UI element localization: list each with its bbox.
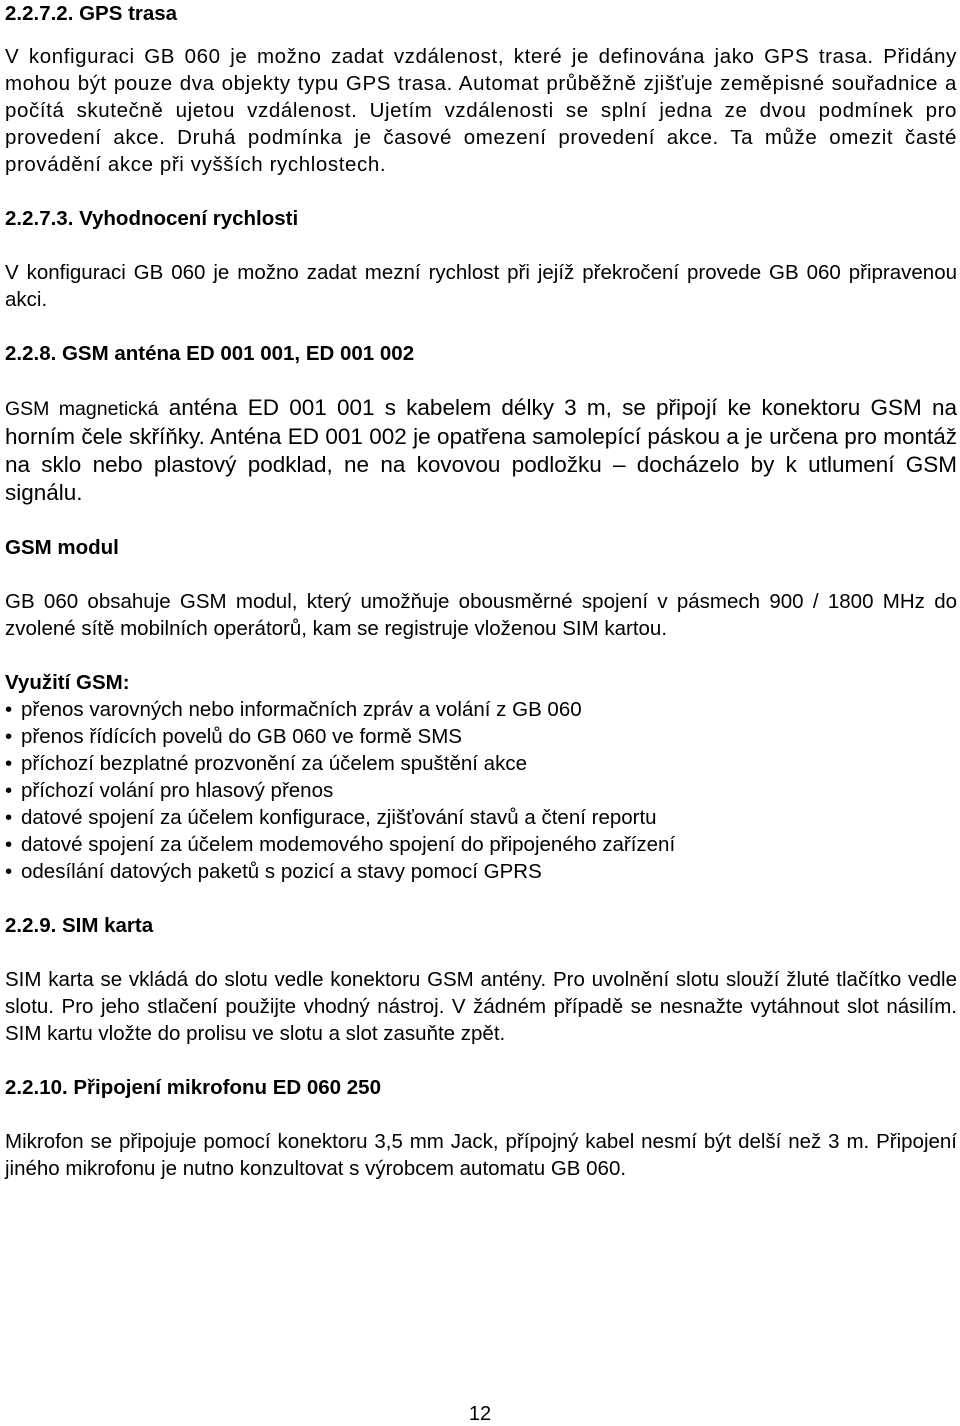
bullet-icon: • (5, 752, 13, 775)
list-item: • přenos řídících povelů do GB 060 ve formě SMS (5, 725, 462, 748)
heading-vyuziti-gsm: Využití GSM: (5, 671, 130, 694)
heading-gsm-antena: 2.2.8. GSM anténa ED 001 001, ED 001 002 (5, 342, 415, 365)
list-item: • příchozí volání pro hlasový přenos (5, 779, 334, 802)
gsm-antena-text: anténa ED 001 001 s kabelem délky 3 m, se připojí ke konektoru GSM na horním čele skříňky. Anténa ED 001 002 je opatřena samolepící páskou a je určena pro montáž na sklo nebo plastový podklad, ne na kovovou podložku – docházelo by k utlumení GSM signálu. (5, 395, 957, 505)
heading-mikrofon: 2.2.10. Připojení mikrofonu ED 060 250 (5, 1076, 381, 1099)
paragraph-mikrofon: Mikrofon se připojuje pomocí konektoru 3,5 mm Jack, přípojný kabel nesmí být delší než 3 m. Připojení jiného mikrofonu je nutno konzultovat s výrobcem automatu GB 060. (5, 1130, 957, 1180)
bullet-icon: • (5, 860, 13, 883)
list-item: • příchozí bezplatné prozvonění za účelem spuštění akce (5, 752, 527, 775)
list-item: • odesílání datových paketů s pozicí a stavy pomocí GPRS (5, 860, 542, 883)
heading-gsm-modul: GSM modul (5, 536, 119, 559)
list-item: • datové spojení za účelem konfigurace, zjišťování stavů a čtení reportu (5, 806, 657, 829)
bullet-icon: • (5, 833, 13, 856)
heading-sim-karta: 2.2.9. SIM karta (5, 914, 154, 937)
gsm-antena-lead: GSM magnetická (5, 398, 159, 420)
paragraph-sim-karta: SIM karta se vkládá do slotu vedle konektoru GSM antény. Pro uvolnění slotu slouží žluté tlačítko vedle slotu. Pro jeho stlačení použijte vhodný nástroj. V žádném případě se nesnažte vytáhnout slot násilím. SIM kartu vložte do prolisu ve slotu a slot zasuňte zpět. (5, 968, 957, 1045)
page-number: 12 (468, 1403, 492, 1425)
list-item: • datové spojení za účelem modemového spojení do připojeného zařízení (5, 833, 676, 856)
bullet-icon: • (5, 698, 13, 721)
heading-vyhodnoceni-rychlosti: 2.2.7.3. Vyhodnocení rychlosti (5, 207, 299, 230)
list-item: • přenos varovných nebo informačních zpráv a volání z GB 060 (5, 698, 582, 721)
paragraph-gsm-modul: GB 060 obsahuje GSM modul, který umožňuje obousměrné spojení v pásmech 900 / 1800 MHz do zvolené sítě mobilních operátorů, kam se registruje vloženou SIM kartou. (5, 590, 957, 640)
document-page (5, 0, 957, 1182)
paragraph-vyhodnoceni-rychlosti: V konfiguraci GB 060 je možno zadat mezní rychlost při jejíž překročení provede GB 060 připravenou akci. (5, 261, 957, 311)
vyuziti-gsm-list (5, 696, 957, 885)
bullet-icon: • (5, 806, 13, 829)
bullet-icon: • (5, 725, 13, 748)
bullet-icon: • (5, 779, 13, 802)
heading-gps-trasa: 2.2.7.2. GPS trasa (5, 2, 178, 25)
paragraph-gsm-antena (5, 394, 957, 507)
paragraph-gps-trasa: V konfiguraci GB 060 je možno zadat vzdálenost, které je definována jako GPS trasa. Přidány mohou být pouze dva objekty typu GPS trasa. Automat průběžně zjišťuje zeměpisné souřadnice a počítá skutečně ujetou vzdálenost. Ujetím vzdálenosti se splní jedna ze dvou podmínek pro provedení akce. Druhá podmínka je časové omezení provedení akce. Ta může omezit časté provádění akce při vyšších rychlostech. (5, 45, 957, 176)
